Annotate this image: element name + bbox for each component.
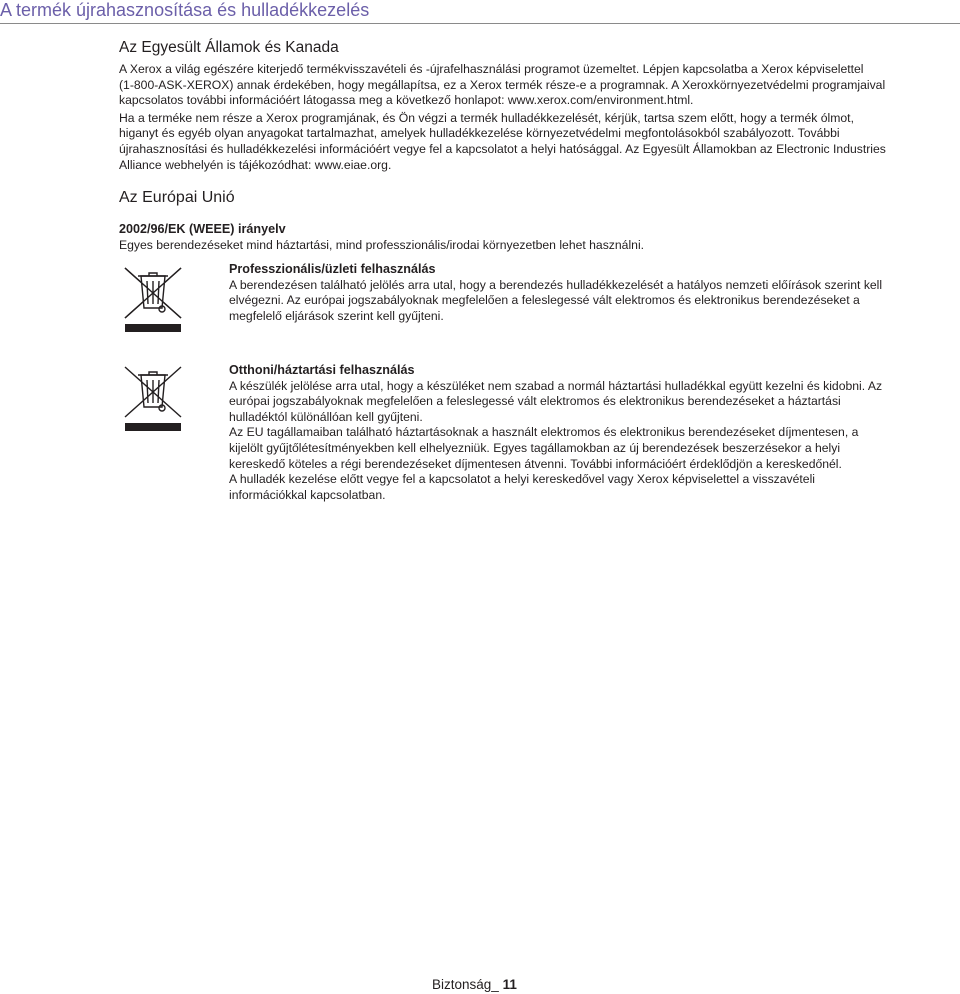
page-footer — [432, 977, 517, 993]
title-divider — [0, 23, 960, 24]
text-line: kijelölt gyűjtőlétesítményekben kell elhelyezniük. Egyes tagállamokban az új berendezések beszerzésekor a helyi — [229, 440, 841, 455]
text-line: A hulladék kezelése előtt vegye fel a kapcsolatot a helyi kereskedővel vagy Xerox képviselettel a visszavételi — [229, 472, 815, 487]
text-line: A Xerox a világ egészére kiterjedő termékvisszavételi és -újrafelhasználási programot üzemeltet. Lépjen kapcsolatba a Xerox képviselettel — [119, 62, 864, 76]
household-use-heading: Otthoni/háztartási felhasználás — [229, 363, 415, 377]
text-line: Az EU tagállamaiban található háztartásoknak a használt elektromos és elektronikus berendezéseket díjmentesen, a — [229, 425, 859, 440]
professional-use-text — [229, 262, 957, 324]
text-line: kereskedő köteles a régi berendezéseket díjmentesen átvenni. További információért érdeklődjön a kereskedőnél. — [229, 456, 842, 471]
eu-intro: Egyes berendezéseket mind háztartási, mind professzionális/irodai környezetben lehet használni. — [119, 238, 645, 253]
us-canada-paragraph-2 — [119, 111, 959, 173]
us-canada-paragraph-1 — [119, 62, 959, 109]
crossed-out-wheelie-bin-icon — [119, 262, 189, 334]
eu-heading: Az Európai Unió — [119, 189, 235, 207]
text-line: megfelelő eljárások szerint kell gyűjteni. — [229, 308, 444, 323]
main-content — [119, 36, 959, 254]
footer-section-label: Biztonság_ — [432, 977, 499, 992]
page-number: 11 — [502, 977, 517, 992]
text-line: elvégezni. Az európai jogszabályoknak megfelelően a feleslegessé vált elektromos és elektronikus berendezéseket a — [229, 293, 860, 308]
text-line: higanyt és egyéb olyan anyagokat tartalmazhat, amelyek hulladékkezelése környezetvédelmi megfontolásokból szabályozott. További — [119, 126, 840, 141]
text-line: A berendezésen található jelölés arra utal, hogy a berendezés hulladékkezelését a hatályos nemzeti előírások szerint kell — [229, 277, 883, 292]
page-title: A termék újrahasznosítása és hulladékkezelés — [0, 0, 370, 20]
us-canada-heading: Az Egyesült Államok és Kanada — [119, 39, 339, 56]
weee-directive-heading: 2002/96/EK (WEEE) irányelv — [119, 222, 286, 237]
text-line: újrahasznosítási és hulladékkezelési információért vegye fel a kapcsolatot a helyi hatósággal. Az Egyesült Államokban az Electronic Industries — [119, 141, 886, 156]
crossed-out-wheelie-bin-icon — [119, 361, 189, 433]
text-line: kapcsolatos további információért látogassa meg a következő honlapot: www.xerox.com/environment.html. — [119, 93, 694, 108]
text-line: (1-800-ASK-XEROX) annak érdekében, hogy megállapítsa, ez a Xerox termék része-e a programnak. A Xeroxkörnyezetvédelmi programjaival — [119, 77, 886, 92]
text-line: információkkal kapcsolatban. — [229, 487, 386, 502]
text-line: hulladéktól különállóan kell gyűjteni. — [229, 409, 423, 424]
professional-use-heading: Professzionális/üzleti felhasználás — [229, 262, 436, 276]
text-line: európai jogszabályoknak megfelelően a feleslegessé vált elektromos és elektronikus berendezéseket a háztartási — [229, 394, 841, 409]
text-line: A készülék jelölése arra utal, hogy a készüléket nem szabad a normál háztartási hulladékkal együtt kezelni és kidobni. Az — [229, 378, 883, 393]
text-line: Alliance webhelyén is tájékozódhat: www.eiae.org. — [119, 157, 392, 172]
household-use-text — [229, 363, 957, 503]
text-line: Ha a terméke nem része a Xerox programjának, és Ön végzi a termék hulladékkezelését, kérjük, tartsa szem előtt, hogy a termék ólmot, — [119, 110, 854, 125]
